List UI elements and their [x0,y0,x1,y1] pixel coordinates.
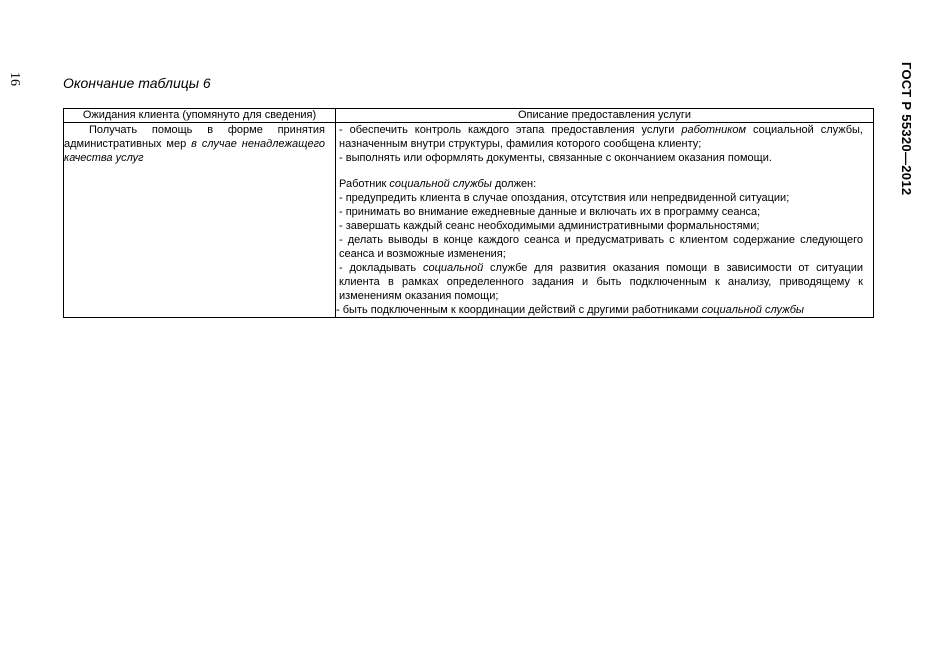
list-item-text: службе для развития оказания помощи в зависимости от ситуации клиента в рамках определенного задания и быть подключенным к анализу, приводящему к изменениям оказания помощи; [339,262,864,302]
list-item: - принимать во внимание ежедневные данные и включать их в программу сеанса; [339,206,761,218]
list-item-text: - быть подключенным к координации действий с другими работниками [336,304,702,316]
header-service-description: Описание предоставления услуги [336,109,874,123]
paragraph-gap [339,165,863,177]
table-header-row [64,109,874,123]
client-expectation-part: Получать помощь в форме принятия административных мер [64,124,325,150]
page-number: 16 [7,72,22,86]
worker-intro-text: Работник [339,178,390,190]
table-caption: Окончание таблицы 6 [63,75,211,91]
list-item [336,303,863,317]
worker-intro [339,177,863,191]
worker-intro-text: должен: [491,178,537,190]
list-item: - предупредить клиента в случае опоздания, отсутствия или непредвиденной ситуации; [339,192,790,204]
list-item-italic: социальной службы [701,304,805,316]
header-client-expectations: Ожидания клиента (упомянуто для сведения) [64,109,336,123]
standard-code: ГОСТ Р 55320—2012 [899,62,914,196]
client-expectation-italic: в случае ненадлежащего качества услуг [64,138,325,164]
list-item-text: социальной службы, назначенным внутри структуры, фамилия которого сообщена клиенту; [339,124,863,150]
table-row [64,123,874,318]
list-item-text: - обеспечить контроль каждого этапа предоставления услуги [339,124,682,136]
list-item-italic: работником [681,124,747,136]
list-item: - делать выводы в конце каждого сеанса и предусматривать с клиентом содержание следующего сеанса и возможные изменения; [339,234,863,260]
list-item-italic: социальной [422,262,484,274]
worker-intro-italic: социальной службы [389,178,492,190]
client-expectation-cell [64,123,336,318]
list-item: - выполнять или оформлять документы, связанные с окончанием оказания помощи. [339,152,772,164]
list-item [339,261,863,303]
service-description-cell [336,123,874,318]
list-item-text: - докладывать [339,262,423,274]
client-expectation-text [64,123,325,165]
list-item [339,123,863,151]
service-table [63,108,874,318]
list-item: - завершать каждый сеанс необходимыми административными формальностями; [339,220,760,232]
